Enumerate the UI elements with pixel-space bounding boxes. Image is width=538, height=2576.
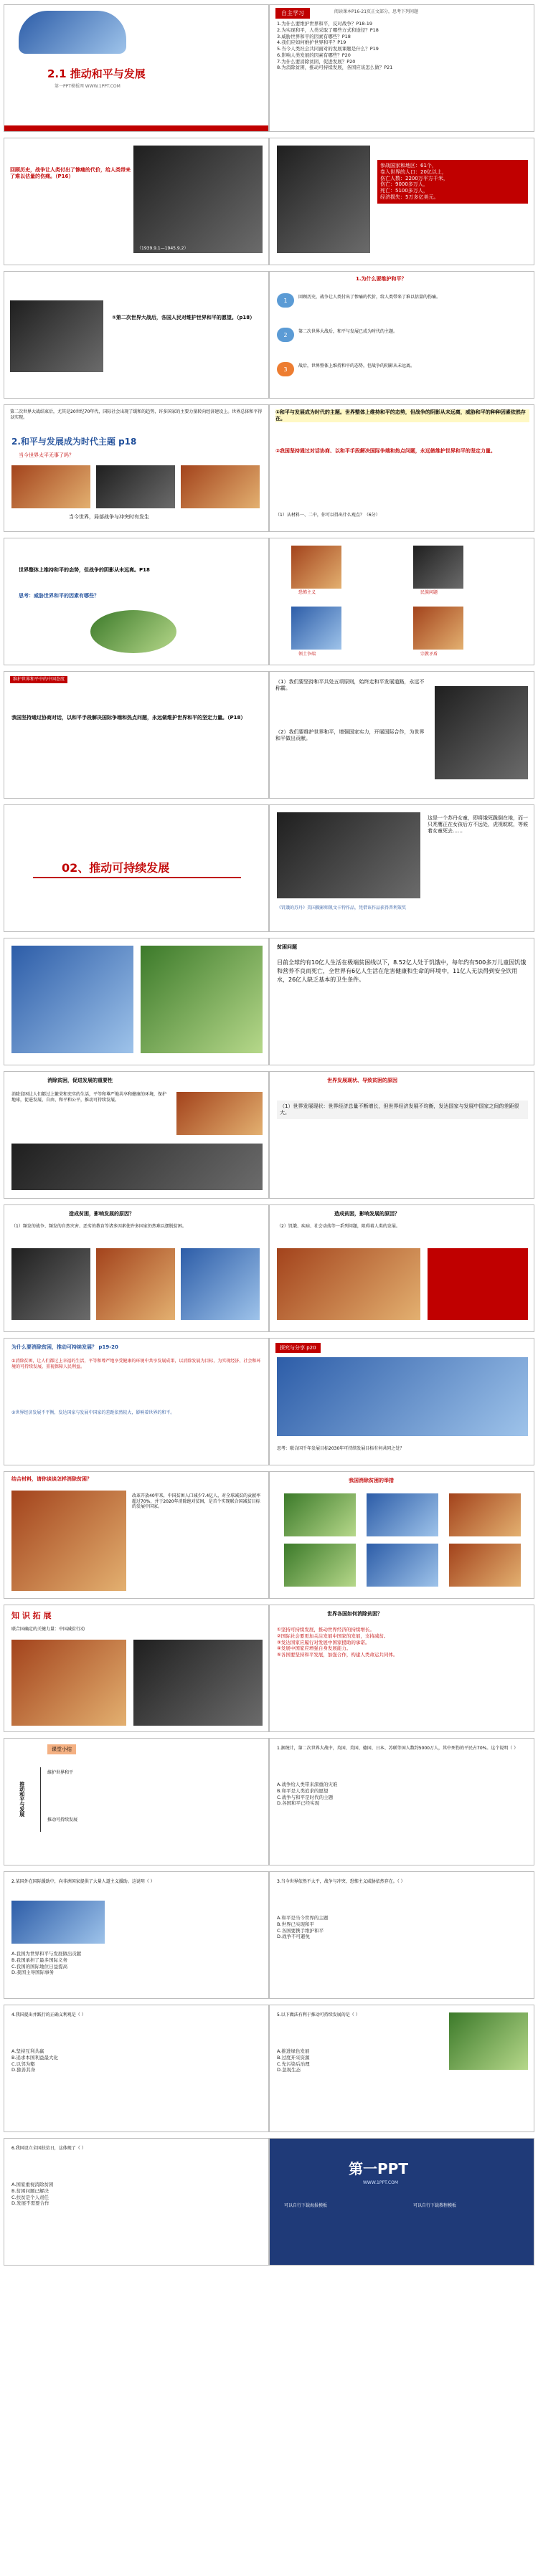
war-photo: [277, 146, 370, 253]
soldiers-image: [10, 300, 103, 372]
step-2-badge: 2: [277, 328, 294, 342]
question-item: 2.为实现和平，人类采取了哪些方式和途径？P18: [277, 27, 379, 33]
dove-image: [90, 610, 176, 653]
q6-text: 6.我国设立全国扶贫日，这体现了（ ）: [11, 2146, 86, 2151]
world-eliminate-head: 世界各国如何消除贫困？: [327, 1611, 382, 1617]
slide-q3: [269, 1871, 534, 1999]
slide-extension: [4, 1605, 269, 1732]
children-image: [176, 1092, 263, 1135]
explore-question: 思考：联合国千年发展目标2030年可持续发展目标有何共同之处？: [277, 1446, 405, 1451]
causes-body-1: （1）频发的战争、频发的自然灾害、恶劣的教育等诸多因素使许多国家仍然难以摆脱贫困。: [11, 1224, 187, 1229]
slide-subtitle: 第一PPT模板网 WWW.1PPT.COM: [55, 84, 121, 89]
slide-section-2: [4, 804, 269, 932]
question-list: [277, 21, 528, 71]
measure-image-2: [367, 1493, 438, 1536]
threats-lead: 世界整体上维持和平的态势，但战争的阴影从未远离。P18: [19, 567, 150, 573]
divider: [33, 877, 241, 878]
history-lead: 回顾历史，战争让人类付出了惨痛的代价，给人类带来了难以估量的伤痛。（P16）: [10, 167, 131, 179]
question-item: 8.为消除贫困，推动可持续发展，各国应该怎么做？P21: [277, 65, 393, 71]
option[interactable]: B.过度开采资源: [277, 2054, 310, 2061]
slide-history: [4, 138, 269, 265]
question-item: 3.威胁世界和平的因素有哪些？P18: [277, 33, 351, 39]
theme-caption: 当今世界，局部战争与冲突时有发生: [69, 514, 149, 520]
poverty-image: [11, 1144, 263, 1190]
step-3-badge: 3: [277, 362, 294, 376]
slide-q6: [4, 2138, 269, 2266]
slide-q2: [4, 1871, 269, 1999]
footer-strip: [4, 125, 268, 131]
slide-map: [4, 938, 269, 1065]
end-col-2[interactable]: 可以自行下载教程模板: [413, 2203, 457, 2208]
q5-text: 5.以下做法有利于推动可持续发展的是（ ）: [277, 2012, 360, 2017]
ww2-caption: （1939.9.1—1945.9.2）: [137, 246, 189, 251]
measure-image-3: [449, 1493, 521, 1536]
slide-explore: [269, 1338, 534, 1465]
q1-text: 1.据统计，第二次世界大战中，英国、美国、德国、日本、苏联等国人数约5000万人，其中死伤的平民占70%。这个说明（ ）: [277, 1746, 519, 1751]
slide-importance: [4, 1071, 269, 1199]
tree-line: [40, 1767, 41, 1832]
measure-image-6: [449, 1544, 521, 1587]
conflict-image-3: [181, 465, 260, 508]
how-eliminate-body: 改革开放40年来，中国贫困人口减少7.4亿人，对全球减贫的贡献率超过70%，并于2020年消除绝对贫困，是首个实现联合国减贫目标的发展中国家。: [132, 1493, 261, 1509]
attitude-head: 维护世界和平中的中国态度: [10, 676, 67, 683]
slide-sudan: [269, 804, 534, 932]
status-head: 世界发展现状、导致贫困的原因: [327, 1078, 397, 1083]
flags-image: [19, 11, 126, 54]
option[interactable]: D.发展不需要合作: [11, 2200, 49, 2207]
slide-threats-intro: [4, 538, 269, 665]
end-col-1[interactable]: 可以自行下载海报模板: [284, 2203, 328, 2208]
q3-options: [277, 1915, 328, 1940]
why-peace-p2: 第二次世界大战后，和平与发展已成为时代的主题。: [298, 329, 398, 334]
q4-options: [11, 2048, 58, 2073]
stat-line: 参战国家和地区：61个，: [380, 163, 437, 168]
slide-china-measures: [269, 1471, 534, 1599]
option[interactable]: C.先污染后治理: [277, 2061, 310, 2067]
extension-image: [11, 1640, 126, 1726]
importance-head: 消除贫困，促进发展的重要性: [47, 1078, 113, 1083]
threat-label: 民族问题: [420, 590, 438, 595]
sudan-caption: 《饥饿的苏丹》美国摄影师凯文卡特作品，凭借该作品获得普利策奖: [277, 906, 407, 911]
end-logo: 第一PPT: [349, 2160, 408, 2177]
q2-image: [11, 1901, 105, 1944]
step-1-badge: 1: [277, 293, 294, 308]
peace-point-2: ②我国坚持通过对话协商、以和平手段解决国际争端和热点问题，永远做维护世界和平的坚定力量。: [275, 448, 496, 454]
world-eliminate-item: ②国际社会要更加关注发展中国家的发展，支持减贫。: [277, 1632, 389, 1639]
section-2-title: 02、推动可持续发展: [62, 861, 170, 875]
option[interactable]: B.追求本国利益最大化: [11, 2054, 59, 2061]
religion-image: [413, 607, 463, 650]
peace-wish-text: ①第二次世界大战后，各国人民对维护世界和平的愿望。（p18）: [112, 315, 255, 320]
how-eliminate-lead: 结合材料，请你谈谈怎样消除贫困？: [11, 1476, 92, 1482]
slide-q1: [269, 1738, 534, 1866]
slide-why-peace: [269, 271, 534, 399]
poverty-head: 贫困问题: [277, 944, 297, 950]
question-item: 4.我们应如何维护世界和平？P19: [277, 39, 346, 46]
attitude-body: 我国坚持通过协商对话，以和平手段解决国际争端和热点问题，永远做维护世界和平的坚定力量。（P18）: [11, 715, 246, 721]
summary-root: 推动和平与发展: [19, 1782, 25, 1817]
slide-answers: [269, 671, 534, 799]
goals-table: [277, 1357, 528, 1436]
march-image: [435, 686, 528, 779]
q1-options: [277, 1782, 337, 1807]
slide-peace-points: [269, 404, 534, 532]
why-eliminate-p2: ②世界经济发展不平衡，发达国家与发展中国家的差距依然较大，影响着世界的和平。: [11, 1410, 175, 1415]
study-hint: 阅读课本P16-21页正文部分，思考下列问题: [334, 9, 419, 14]
world-eliminate-item: ④发展中国家应增强自身发展能力。: [277, 1645, 351, 1652]
why-peace-p3: 战后，世界整体上维持和平的态势，但战争的阴影从未远离。: [298, 363, 415, 369]
slide-end: [269, 2138, 534, 2266]
slide-poverty: [269, 938, 534, 1065]
slide-status: [269, 1071, 534, 1199]
answer-2: （2）我们要维护世界和平，增强国家实力，开展国际合作，为世界和平做出贡献。: [275, 729, 425, 741]
stat-line: 经济损失：5万多亿美元。: [380, 194, 439, 200]
threats-think: 思考：威胁世界和平的因素有哪些？: [19, 593, 99, 599]
option[interactable]: A.战争给人类带来深重的灾难: [277, 1782, 338, 1787]
extension-text-image: [133, 1640, 263, 1726]
slide-stats: [269, 138, 534, 265]
sudan-photo: [277, 812, 420, 898]
theme-head: 2.和平与发展成为时代主题 p18: [11, 437, 137, 447]
causes-head-2: 造成贫困，影响发展的原因？: [334, 1211, 400, 1217]
world-map: [11, 946, 133, 1053]
world-eliminate-item: ①坚持可持续发展，推动世界经济的持续增长。: [277, 1627, 374, 1632]
causes-body-2: （2）饥饿、疾病、社会动荡等一系列问题，阻碍着人类的发展。: [277, 1224, 400, 1229]
slide-causes-2: [269, 1204, 534, 1332]
summary-badge: 课堂小结: [47, 1744, 76, 1754]
slide-world-eliminate: [269, 1605, 534, 1732]
slide-title-text: 2.1 推动和平与发展: [47, 67, 146, 80]
importance-body: 消除贫困让人们都过上繁荣和充实的生活，平等和尊严地共享和健康的环境，保护地球，促进发展、自由、和平和公平，推动可持续发展。: [11, 1092, 167, 1103]
measure-image-1: [284, 1493, 356, 1536]
slide-theme: [4, 404, 269, 532]
slide-threats: [269, 538, 534, 665]
status-body: （1）世界发展现状：世界经济总量不断增长，但世界经济发展不均衡，发达国家与发展中国家之间的差距很大。: [277, 1101, 528, 1119]
measure-image-4: [284, 1544, 356, 1587]
poverty-alleviation-image: [11, 1491, 126, 1591]
stats-box: [377, 160, 528, 204]
measures-head: 我国消除贫困的举措: [349, 1478, 394, 1483]
refugees-image: [277, 1248, 420, 1320]
question-item: 7.为什么要消除贫困，促进发展？P20: [277, 58, 356, 65]
q6-options: [11, 2182, 53, 2207]
option[interactable]: A.推进绿色发展: [277, 2048, 310, 2054]
ww2-image: [133, 146, 263, 253]
q2-options: [11, 1951, 81, 1976]
end-url: WWW.1PPT.COM: [363, 2180, 399, 2185]
option[interactable]: B.我国承担了最多国际义务: [11, 1957, 68, 1963]
option[interactable]: C.战争与和平是时代的主题: [277, 1794, 334, 1800]
option[interactable]: A.我国为世界和平与发展做出贡献: [11, 1951, 82, 1957]
slide-why-eliminate: [4, 1338, 269, 1465]
question-item: 5.当今人类社会共同面对的发展课题是什么？P19: [277, 46, 379, 52]
conflict-image-1: [11, 465, 90, 508]
cause-image-1: [11, 1248, 90, 1320]
option[interactable]: D.独善其身: [11, 2067, 36, 2073]
option[interactable]: A.和平是当今世界的主题: [277, 1915, 329, 1921]
world-eliminate-list: [277, 1627, 528, 1658]
theme-sub: 当今世界太平无事了吗？: [19, 452, 74, 458]
slide-self-study: [269, 4, 534, 132]
peace-question: （1）从材料一、二中，你可以得出什么观点？（6分）: [275, 513, 380, 518]
causes-sidebar: [428, 1248, 528, 1320]
threat-label: 恐怖主义: [298, 590, 316, 595]
world-eliminate-item: ③发达国家应履行对发展中国家援助的承诺。: [277, 1639, 370, 1645]
poverty-body: 目前全球约有10亿人生活在极端贫困线以下，8.52亿人处于饥饿中，每年约有500多万儿童因饥饿和营养不良而死亡，全世界有6亿人生活在危害健康和生命的环境中，11亿人无法得到安全饮用水，26亿人缺乏基本的卫生条件。: [277, 959, 527, 983]
summary-branch-2: 推动可持续发展: [47, 1817, 78, 1822]
q5-options: [277, 2048, 310, 2073]
stat-line: 伤亡：9000多万人，: [380, 181, 428, 188]
why-eliminate-head: 为什么要消除贫困，推动可持续发展？ p19-20: [11, 1344, 118, 1350]
option[interactable]: D.忽视生态: [277, 2067, 301, 2073]
slide-q5: [269, 2005, 534, 2132]
slide-china-attitude: [4, 671, 269, 799]
option[interactable]: D.我国主导国际事务: [11, 1969, 55, 1976]
peace-point-1: ①和平与发展成为时代的主题。世界整体上维持和平的态势，但战争的阴影从未远离，威胁和平的种种因素依然存在。: [275, 409, 529, 422]
why-peace-title: 1.为什么要维护和平？: [356, 276, 407, 282]
world-eliminate-item: ⑤各国要坚持和平发展，加强合作，构建人类命运共同体。: [277, 1652, 398, 1658]
option[interactable]: D.战争不可避免: [277, 1934, 311, 1940]
q5-image: [449, 2012, 528, 2070]
slide-q4: [4, 2005, 269, 2132]
q2-text: 2.某国外在国际援助中，向非洲国家提供了大量人道主义援助。这说明（ ）: [11, 1879, 155, 1884]
causes-head-1: 造成贫困，影响发展的原因？: [69, 1211, 134, 1217]
terrorism-image: [291, 546, 341, 589]
option[interactable]: C.各国要携手维护和平: [277, 1927, 324, 1934]
threat-label: 宗教矛盾: [420, 652, 438, 657]
slide-causes-1: [4, 1204, 269, 1332]
slide-summary: [4, 1738, 269, 1866]
option[interactable]: A.坚持互利共赢: [11, 2048, 44, 2054]
option[interactable]: C.我国的国际地位日益提高: [11, 1963, 68, 1969]
theme-para: 第二次世界大战结束后，尤其是20世纪70年代，国际社会出现了缓和的趋势，许多国家的主要力量转向经济建设上。世界总体和平得以实现。: [10, 409, 263, 420]
option[interactable]: D.各国和平已经实现: [277, 1800, 320, 1807]
option[interactable]: C.以邻为壑: [11, 2061, 35, 2067]
extension-body: 联合国确定的关键力量：中国减贫行动: [11, 1627, 85, 1632]
q3-text: 3.当今世界依然不太平，战争与冲突、恐怖主义威胁依然存在。（ ）: [277, 1879, 405, 1884]
option[interactable]: B.世界已实现和平: [277, 1921, 315, 1927]
summary-branch-1: 维护世界和平: [47, 1770, 74, 1775]
stat-line: 死亡：5100多万人，: [380, 188, 428, 194]
extension-head: 知 识 拓 展: [11, 1611, 52, 1620]
cause-image-2: [96, 1248, 175, 1320]
option[interactable]: C.扶贫是个人责任: [11, 2194, 49, 2200]
sudan-poem: 这是一个苏丹女童，即将饿死跪倒在地，而一只秃鹰正在女孩后方不远处，虎视眈眈，等候着女童死去……: [428, 815, 528, 834]
slide-peace-wish: [4, 271, 269, 399]
question-item: 6.影响人类发展的因素有哪些？P20: [277, 52, 351, 58]
why-peace-p1: 回顾历史，战争让人类付出了惨痛的代价，给人类带来了难以估量的伤痛。: [298, 295, 441, 300]
option[interactable]: B.和平是人类追求的愿望: [277, 1787, 329, 1794]
q4-text: 4.我国提出并践行的正确义利观是（ ）: [11, 2012, 86, 2017]
option[interactable]: A.国家重视消除贫困: [11, 2182, 54, 2187]
ethnic-image: [413, 546, 463, 589]
slide-how-eliminate: [4, 1471, 269, 1599]
cause-image-3: [181, 1248, 260, 1320]
explore-badge: 探究与分享 p20: [275, 1343, 321, 1353]
option[interactable]: B.贫困问题已解决: [11, 2187, 49, 2194]
answer-1: （1）我们要坚持和平共处五项原则，始终走和平发展道路，永远不称霸。: [275, 679, 425, 691]
threat-label: 领土争端: [298, 652, 316, 657]
stat-line: 卷入世界的人口：20亿以上，: [380, 168, 447, 175]
measure-image-5: [367, 1544, 438, 1587]
territory-image: [291, 607, 341, 650]
conflict-image-2: [96, 465, 175, 508]
question-item: 1.为什么要维护世界和平，反对战争？P18-19: [277, 21, 373, 27]
poverty-table: [141, 946, 263, 1053]
slide-title: [4, 4, 269, 132]
why-eliminate-p1: ①消除贫困，让人们都过上幸福的生活，平等和尊严地享受健康的环境中共享发展成果，以消除发展为目标，为实现经济、社会和环境的可持续发展，重视保障人民利益。: [11, 1359, 261, 1369]
stat-line: 伤亡人数：2200万平方千米，: [380, 175, 448, 181]
section-badge: 自主学习: [275, 8, 310, 19]
